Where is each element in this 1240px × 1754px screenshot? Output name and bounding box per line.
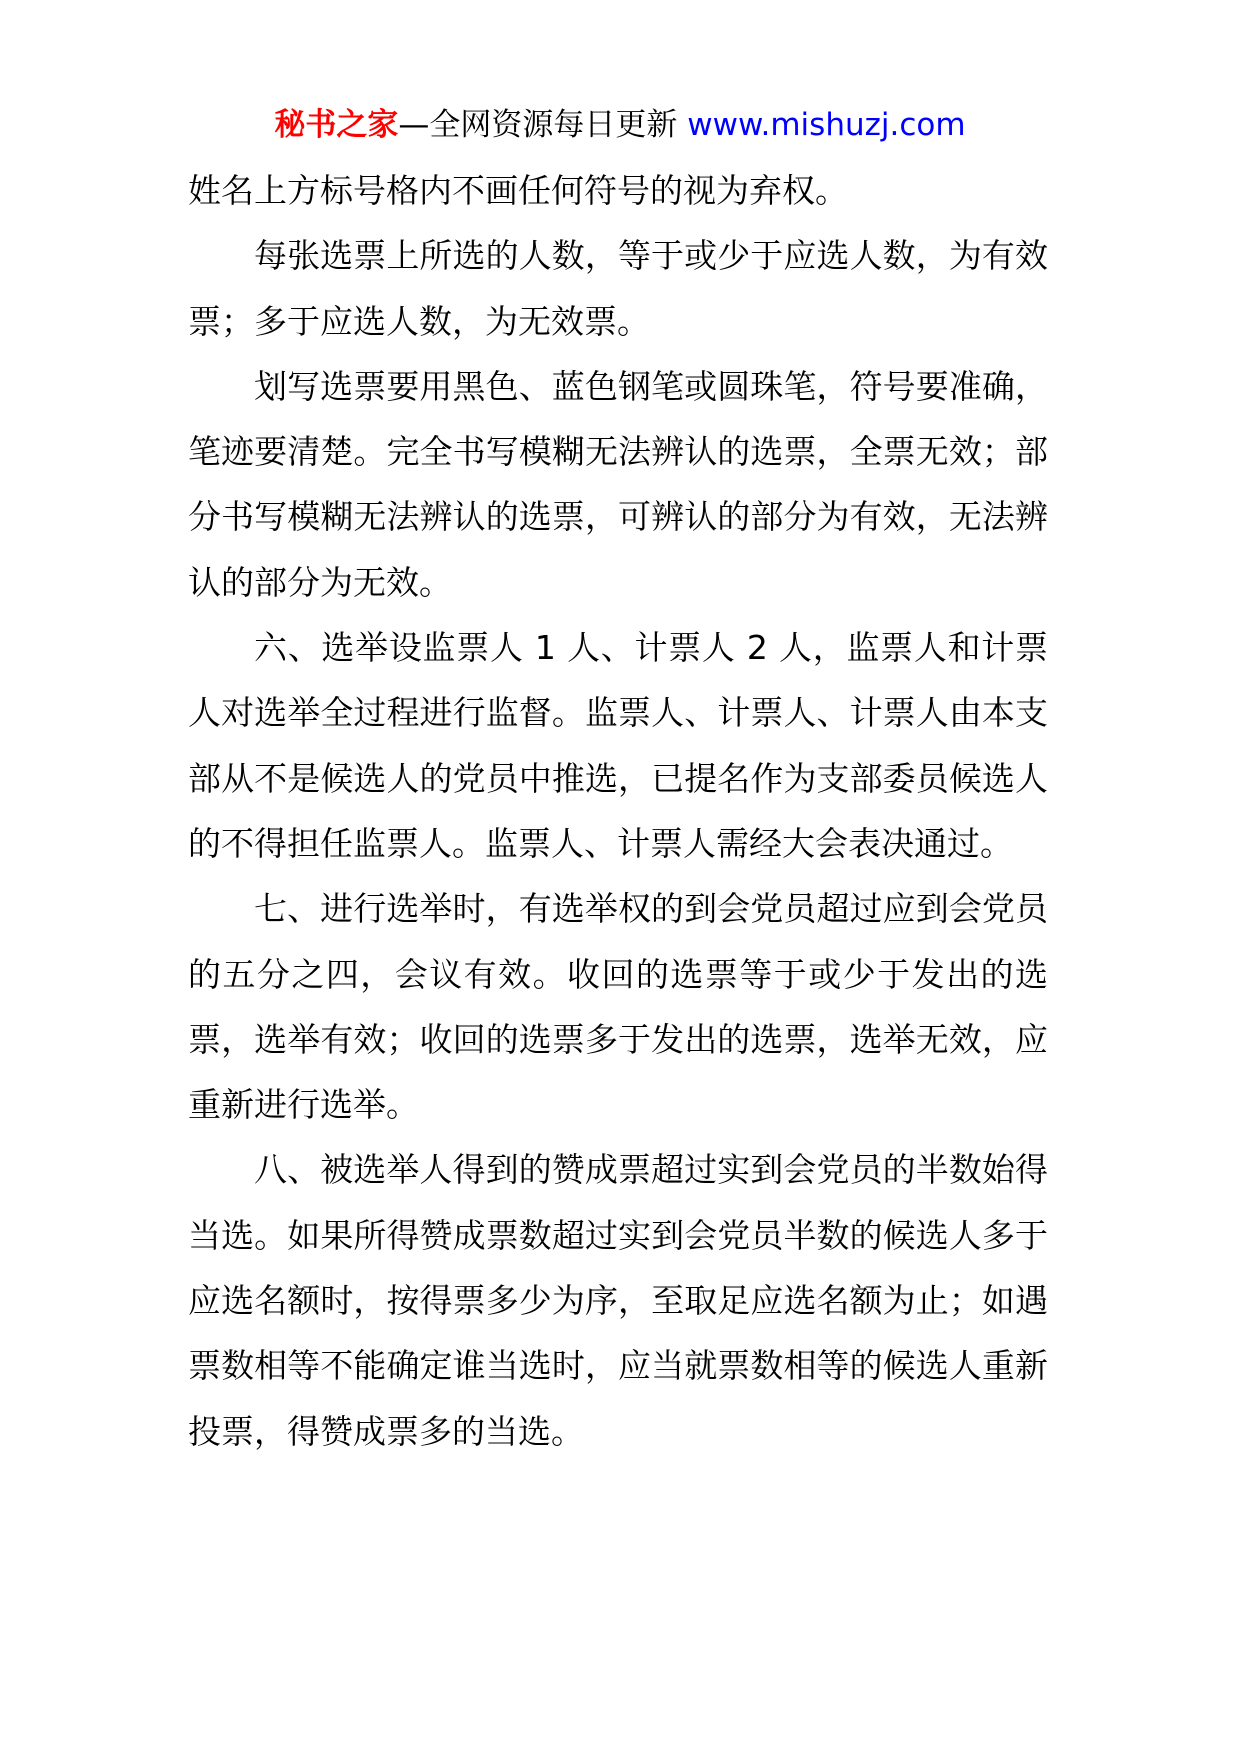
paragraph-section-seven: 七、进行选举时，有选举权的到会党员超过应到会党员的五分之四，会议有效。收回的选票等于或少于发出的选票，选举有效；收回的选票多于发出的选票，选举无效，应重新进行选举。 — [188, 889, 1048, 1125]
site-url-link[interactable]: www.mishuzj.com — [687, 107, 966, 143]
paragraph-section-six: 六、选举设监票人 1 人、计票人 2 人，监票人和计票人对选举全过程进行监督。监票人、计票人、计票人由本支部从不是候选人的党员中推选，已提名作为支部委员候选人的不得担任监票人。监票人、计票人需经大会表决通过。 — [188, 628, 1048, 863]
paragraph-abstain-rule: 姓名上方标号格内不画任何符号的视为弃权。 — [188, 171, 848, 210]
page-header — [0, 100, 1240, 150]
paragraph-marking-rule: 划写选票要用黑色、蓝色钢笔或圆珠笔，符号要准确，笔迹要清楚。完全书写模糊无法辨认的选票，全票无效；部分书写模糊无法辨认的选票，可辨认的部分为有效，无法辨认的部分为无效。 — [188, 366, 1048, 602]
paragraph-valid-ballot-rule: 每张选票上所选的人数，等于或少于应选人数，为有效票；多于应选人数，为无效票。 — [188, 236, 1048, 341]
site-brand: 秘书之家 — [274, 107, 399, 143]
document-body — [188, 158, 1048, 1464]
site-slogan: —全网资源每日更新 — [398, 107, 678, 143]
paragraph-section-eight: 八、被选举人得到的赞成票超过实到会党员的半数始得当选。如果所得赞成票数超过实到会党员半数的候选人多于应选名额时，按得票多少为序，至取足应选名额为止；如遇票数相等不能确定谁当选时，应当就票数相等的候选人重新投票，得赞成票多的当选。 — [188, 1150, 1048, 1451]
